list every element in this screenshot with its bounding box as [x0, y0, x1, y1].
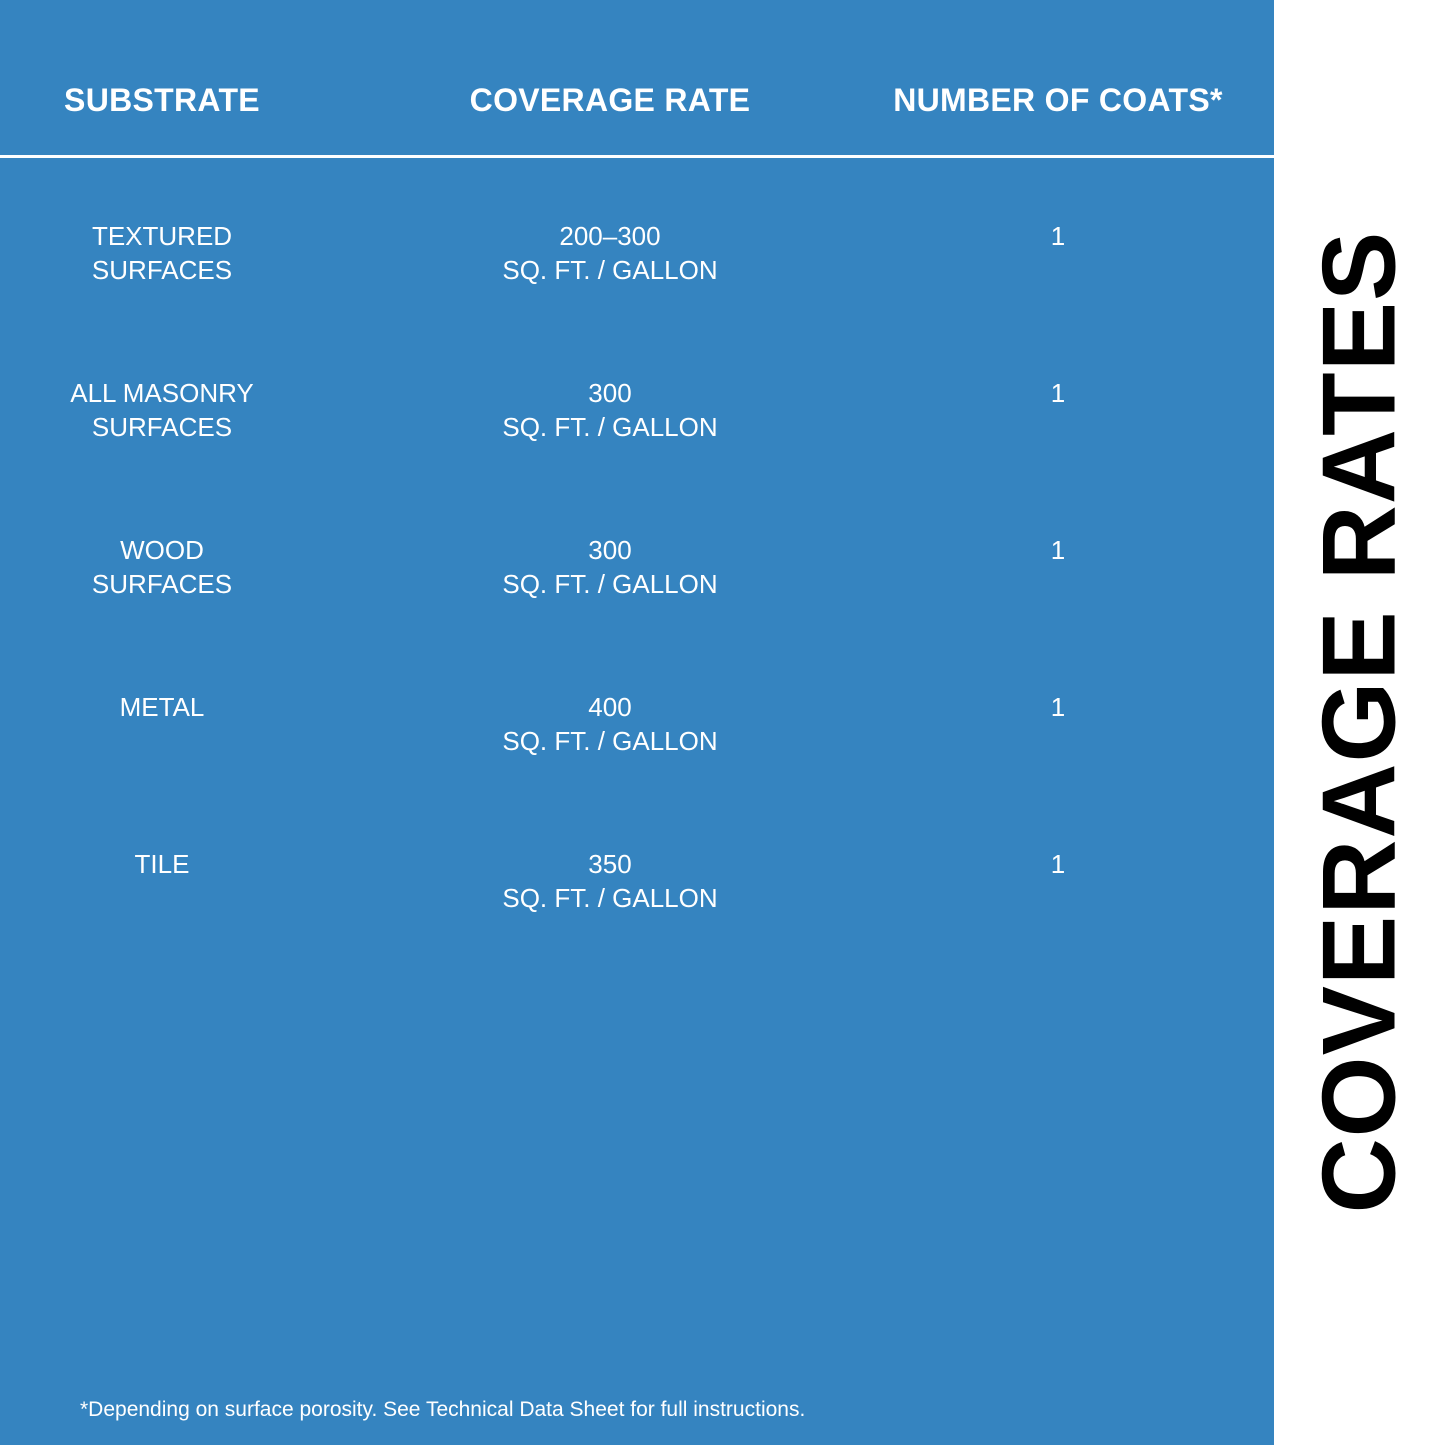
coverage-unit: SQ. FT. / GALLON: [502, 569, 718, 599]
table-row: [0, 219, 1274, 299]
table-row: [0, 847, 1274, 927]
coats-cell: [1051, 690, 1065, 724]
coats-value: 1: [1050, 849, 1066, 879]
substrate-line-1: WOOD: [120, 535, 204, 565]
substrate-line-1: TEXTURED: [91, 221, 233, 251]
coverage-cell: [502, 219, 717, 287]
header-coverage-rate: COVERAGE RATE: [469, 82, 751, 118]
coats-cell: [1051, 219, 1065, 253]
coverage-unit: SQ. FT. / GALLON: [502, 883, 718, 913]
table-row: [0, 376, 1274, 456]
table-header-row: [0, 0, 1274, 156]
coverage-unit: SQ. FT. / GALLON: [502, 412, 718, 442]
header-substrate: SUBSTRATE: [64, 82, 260, 118]
substrate-line-2: SURFACES: [91, 255, 233, 285]
coverage-unit: SQ. FT. / GALLON: [502, 255, 718, 285]
header-divider: [0, 155, 1274, 158]
coverage-cell: [502, 690, 717, 758]
substrate-line-2: SURFACES: [91, 569, 233, 599]
coverage-value: 400: [588, 692, 632, 722]
header-number-of-coats: NUMBER OF COATS*: [893, 82, 1223, 118]
substrate-line-1: METAL: [119, 692, 205, 722]
substrate-cell: [135, 847, 190, 881]
substrate-cell: [92, 219, 232, 287]
coats-cell: [1051, 533, 1065, 567]
table-row: [0, 533, 1274, 613]
substrate-cell: [92, 533, 232, 601]
coverage-cell: [502, 376, 717, 444]
coverage-unit: SQ. FT. / GALLON: [502, 726, 718, 756]
coats-cell: [1051, 847, 1065, 881]
footnote: *Depending on surface porosity. See Technical Data Sheet for full instructions.: [80, 1398, 806, 1421]
coats-value: 1: [1050, 535, 1066, 565]
coats-cell: [1051, 376, 1065, 410]
substrate-line-1: ALL MASONRY: [70, 378, 254, 408]
substrate-cell: [120, 690, 205, 724]
coats-value: 1: [1050, 221, 1066, 251]
substrate-line-1: TILE: [134, 849, 190, 879]
substrate-line-2: SURFACES: [91, 412, 233, 442]
table-row: [0, 690, 1274, 770]
coverage-cell: [502, 533, 717, 601]
side-title: COVERAGE RATES: [1301, 230, 1418, 1214]
substrate-cell: [70, 376, 254, 444]
side-title-panel: [1290, 0, 1430, 1445]
coverage-value: 200–300: [559, 221, 661, 251]
coats-value: 1: [1050, 692, 1066, 722]
coverage-cell: [502, 847, 717, 915]
coats-value: 1: [1050, 378, 1066, 408]
coverage-value: 300: [588, 378, 632, 408]
coverage-value: 300: [588, 535, 632, 565]
coverage-value: 350: [588, 849, 632, 879]
